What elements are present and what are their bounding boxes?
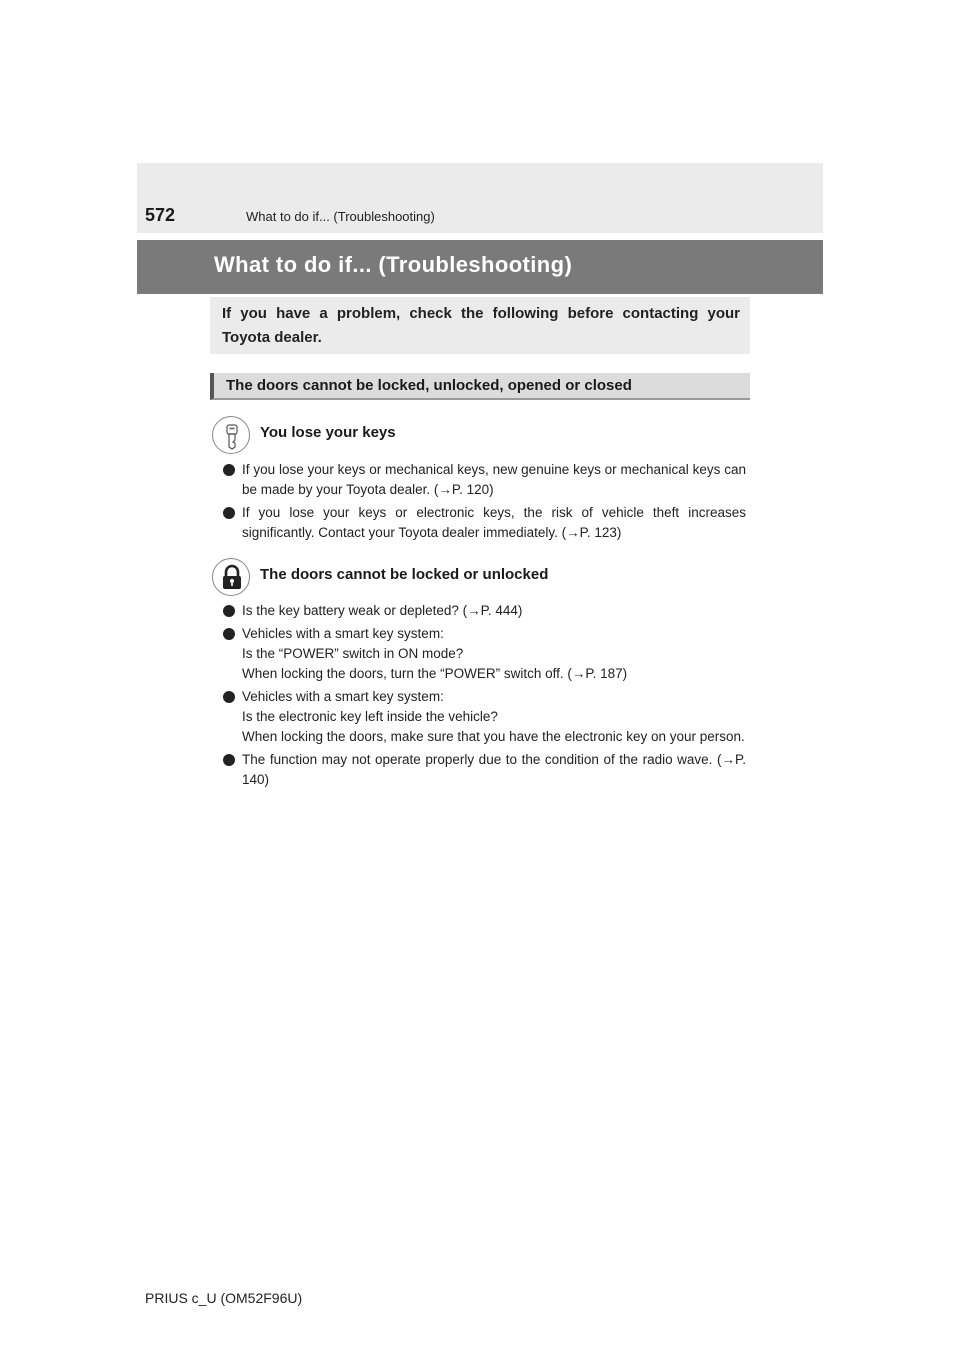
intro-text: If you have a problem, check the following before contacting your Toyota dealer. xyxy=(222,305,740,346)
locked-list xyxy=(222,601,746,793)
list-item: Vehicles with a smart key system: Is the “POWER” switch in ON mode? When locking the doors, turn the “POWER” switch off. (→P. 187) xyxy=(222,624,746,684)
list-item: If you lose your keys or mechanical keys, new genuine keys or mechanical keys can be made by your Toyota dealer. (→P. 120) xyxy=(222,460,746,500)
section-heading-text: The doors cannot be locked, unlocked, opened or closed xyxy=(226,377,632,394)
section-heading xyxy=(210,373,750,400)
padlock-icon xyxy=(212,558,250,596)
list-item: Vehicles with a smart key system: Is the electronic key left inside the vehicle? When locking the doors, make sure that you have the electronic key on your person. xyxy=(222,687,746,747)
list-item: The function may not operate properly due to the condition of the radio wave. (→P. 140) xyxy=(222,750,746,790)
list-item: Is the key battery weak or depleted? (→P. 444) xyxy=(222,601,746,621)
running-head: What to do if... (Troubleshooting) xyxy=(246,209,435,224)
header-band xyxy=(137,163,823,233)
key-icon xyxy=(212,416,250,454)
subsection-title-locked: The doors cannot be locked or unlocked xyxy=(260,566,549,583)
footer-model-code: PRIUS c_U (OM52F96U) xyxy=(145,1290,303,1306)
page-title: What to do if... (Troubleshooting) xyxy=(214,252,573,277)
lose-keys-list xyxy=(222,460,746,546)
subsection-title-lose-keys: You lose your keys xyxy=(260,424,396,441)
page-number: 572 xyxy=(145,205,176,225)
list-item: If you lose your keys or electronic keys, the risk of vehicle theft increases significantly. Contact your Toyota dealer immediately. (→P. 123) xyxy=(222,503,746,543)
